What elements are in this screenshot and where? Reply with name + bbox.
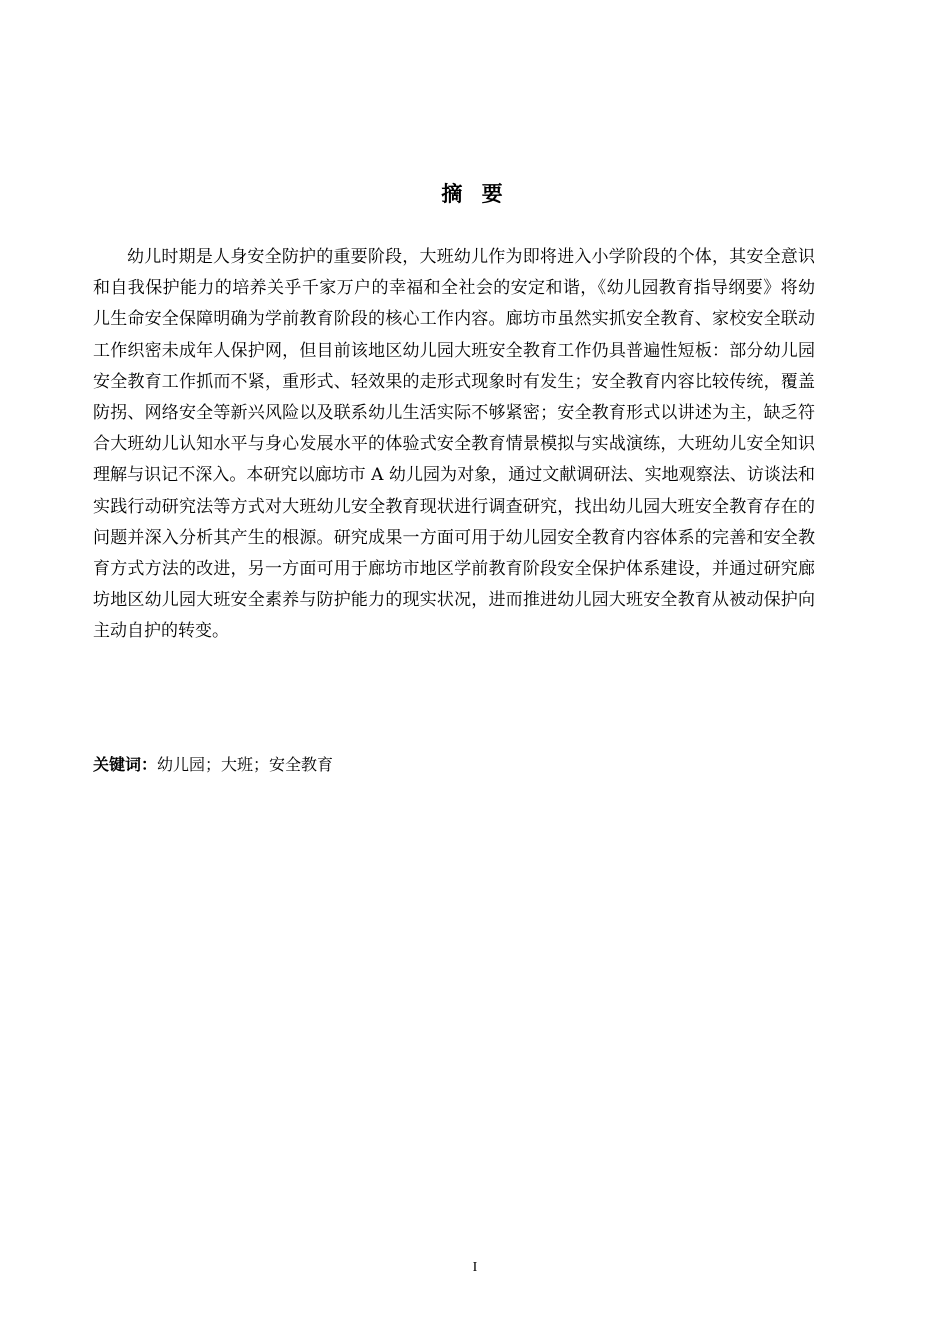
keywords-label: 关键词： <box>93 755 158 774</box>
keywords-line <box>93 751 815 779</box>
abstract-title: 摘 要 <box>441 182 509 206</box>
page-number: I <box>472 1260 478 1275</box>
keywords-text: 幼儿园；大班；安全教育 <box>157 755 334 774</box>
abstract-body: 幼儿时期是人身安全防护的重要阶段，大班幼儿作为即将进入小学阶段的个体，其安全意识和自我保护能力的培养关乎千家万户的幸福和全社会的安定和谐，《幼儿园教育指导纲要》将幼儿生命安全保障明确为学前教育阶段的核心工作内容。廊坊市虽然实抓安全教育、家校安全联动工作织密未成年人保护网，但目前该地区幼儿园大班安全教育工作仍具普遍性短板：部分幼儿园安全教育工作抓而不紧，重形式、轻效果的走形式现象时有发生；安全教育内容比较传统，覆盖防拐、网络安全等新兴风险以及联系幼儿生活实际不够紧密；安全教育形式以讲述为主，缺乏符合大班幼儿认知水平与身心发展水平的体验式安全教育情景模拟与实战演练，大班幼儿安全知识理解与识记不深入。本研究以廊坊市 A 幼儿园为对象，通过文献调研法、实地观察法、访谈法和实践行动研究法等方式对大班幼儿安全教育现状进行调查研究，找出幼儿园大班安全教育存在的问题并深入分析其产生的根源。研究成果一方面可用于幼儿园安全教育内容体系的完善和安全教育方式方法的改进，另一方面可用于廊坊市地区学前教育阶段安全保护体系建设，并通过研究廊坊地区幼儿园大班安全素养与防护能力的现实状况，进而推进幼儿园大班安全教育从被动保护向主动自护的转变。 <box>93 247 815 642</box>
